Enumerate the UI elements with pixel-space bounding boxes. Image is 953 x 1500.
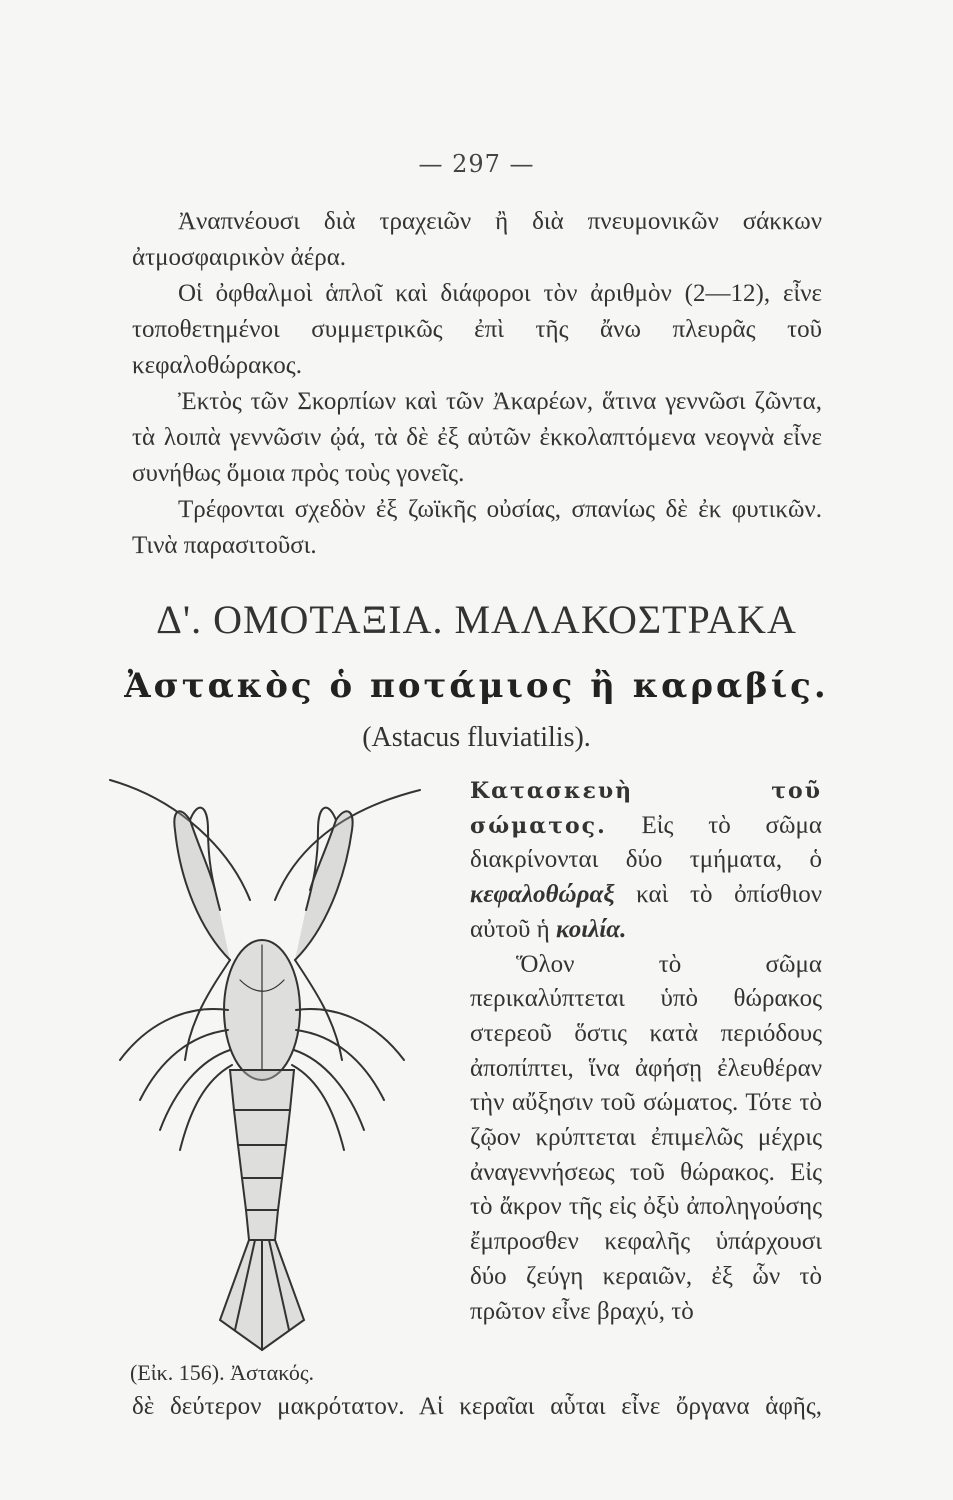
runin-heading: Κατασκευὴ τοῦ σώματος. (470, 778, 822, 839)
paragraph-shell: Ὅλον τὸ σῶμα περικαλύπτεται ὑπὸ θώρακος στερεοῦ ὅστις κατὰ περιόδους ἀποπίπτει, ἵνα ἀφήσῃ ἐλευθέραν τὴν αὔξησιν τοῦ σώματος. Τότε τὸ ζῷον κρύπτεται ἐπιμελῶς μέχρις ἀναγεννήσεως τοῦ θώρακος. Εἰς τὸ ἄκρον τῆς εἰς ὀξὺ ἀποληγούσης ἔμπροσθεν κεφαλῆς ὑπάρχουσι δύο ζεύγη κεραιῶν, ἐξ ὧν τὸ πρῶτον εἶνε βραχύ, τὸ (470, 950, 822, 1325)
section-heading: Δ'. ΟΜΟΤΑΞΙΑ. ΜΑΛΑΚΟΣΤΡΑΚΑ (156, 597, 797, 642)
term-abdomen: κοιλία. (555, 915, 627, 943)
page-number: — 297 — (418, 150, 535, 178)
paragraph-reproduction: Ἐκτὸς τῶν Σκορπίων καὶ τῶν Ἀκαρέων, ἅτινα γεννῶσι ζῶντα, τὰ λοιπὰ γεννῶσιν ᾠά, τὰ δὲ ἐξ αὐτῶν ἐκκολαπτόμενα νεογνὰ εἶνε συνήθως ὅμοια πρὸς τοὺς γονεῖς. (132, 388, 822, 487)
figure-caption: (Εἰκ. 156). Ἀστακός. (130, 1360, 315, 1385)
paragraph-respiration: Ἀναπνέουσι διὰ τραχειῶν ἢ διὰ πνευμονικῶν σάκκων ἀτμοσφαιρικὸν ἀέρα. (132, 208, 822, 271)
body-column (470, 774, 822, 1329)
paragraph-eyes: Οἱ ὀφθαλμοὶ ἁπλοῖ καὶ διάφοροι τὸν ἀριθμὸν (2—12), εἶνε τοποθετημένοι συμμετρικῶς ἐπὶ τῆς ἄνω πλευρᾶς τοῦ κεφαλοθώρακος. (132, 280, 822, 379)
species-title: Ἀστακὸς ὁ ποτάμιος ἢ καραβίς. (124, 666, 829, 706)
term-cephalothorax: κεφαλοθώραξ (470, 881, 615, 909)
paragraph-body-structure (470, 774, 822, 948)
latin-name: (Astacus fluviatilis). (362, 722, 591, 753)
crayfish-illustration (80, 760, 460, 1360)
paragraph-feeding: Τρέφονται σχεδὸν ἐξ ζωϊκῆς οὐσίας, σπανίως δὲ ἐκ φυτικῶν. Τινὰ παρασιτοῦσι. (132, 496, 822, 559)
top-text-block (132, 204, 822, 564)
closing-line: δὲ δεύτερον μακρότατον. Αἱ κεραῖαι αὗται εἶνε ὄργανα ἁφῆς, (132, 1393, 822, 1420)
body-text-1a: Εἰς τὸ σῶμα διακρίνονται δύο τμήματα, ὁ (470, 811, 822, 874)
body-text-1b: καὶ τὸ ὀπίσθιον αὐτοῦ ἡ (470, 881, 822, 943)
